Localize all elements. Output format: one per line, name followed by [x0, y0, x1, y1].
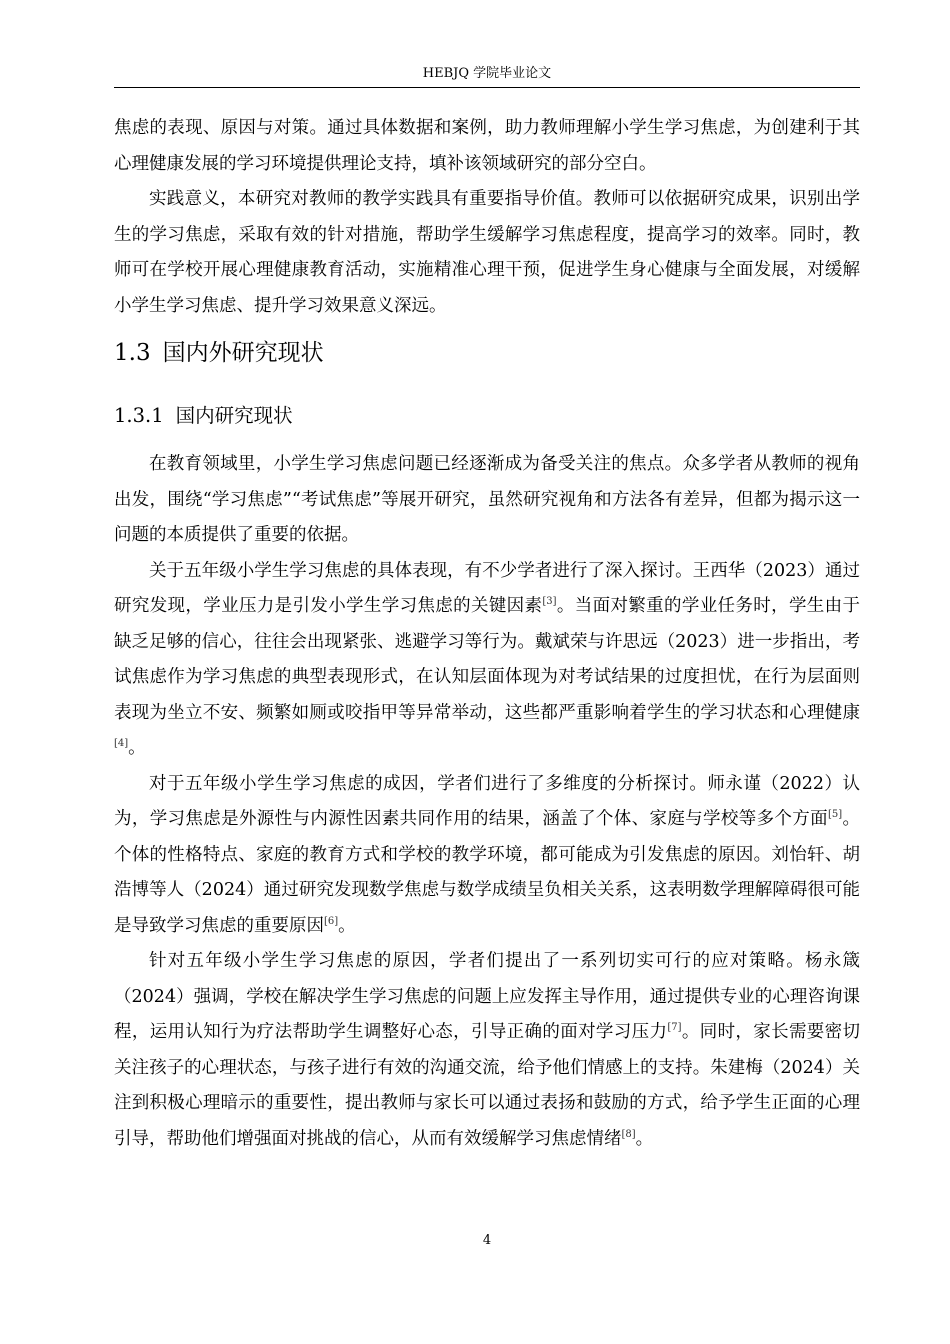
- paragraph-causes: [114, 767, 860, 945]
- citation-ref: [7]: [667, 1022, 682, 1033]
- paragraph-text: 关于五年级小学生学习焦虑的具体表现，有不少学者进行了深入探讨。王西华（2023）通过研究发现，学业压力是引发小学生学习焦虑的关键因素: [114, 560, 860, 616]
- paragraph-text: 。: [128, 738, 146, 758]
- citation-ref: [8]: [621, 1128, 636, 1140]
- page-number: 4: [482, 1233, 492, 1248]
- subsection-number: 1.3.1: [114, 404, 164, 427]
- paragraph-practical-significance: 实践意义，本研究对教师的教学实践具有重要指导价值。教师可以依据研究成果，识别出学生的学习焦虑，采取有效的针对措施，帮助学生缓解学习焦虑程度，提高学习的效率。同时，教师可在学校开展心理健康教育活动，实施精准心理干预，促进学生身心健康与全面发展，对缓解小学生学习焦虑、提升学习效果意义深远。: [114, 189, 860, 316]
- citation-ref: [6]: [324, 915, 339, 927]
- paragraph-overview: 在教育领域里，小学生学习焦虑问题已经逐渐成为备受关注的焦点。众多学者从教师的视角出发，围绕“学习焦虑”“考试焦虑”等展开研究，虽然研究视角和方法各有差异，但都为揭示这一问题的本质提供了重要的依据。: [114, 454, 860, 545]
- paragraph-text: 对于五年级小学生学习焦虑的成因，学者们进行了多维度的分析探讨。师永谨（2022）认为，学习焦虑是外源性与内源性因素共同作用的结果，涵盖了个体、家庭与学校等多个方面: [114, 773, 860, 829]
- paragraph-text: 。: [338, 915, 356, 936]
- section-title: 国内外研究现状: [162, 340, 324, 366]
- page-header: HEBJQ 学院毕业论文: [422, 66, 552, 81]
- paragraph-text: 。当面对繁重的学业任务时，学生由于缺乏足够的信心，往往会出现紧张、逃避学习等行为。戴斌荣与许思远（2023）进一步指出，考试焦虑作为学习焦虑的典型表现形式，在认知层面体现为对考试结果的过度担忧，在行为层面则表现为坐立不安、频繁如厕或咬指甲等异常举动，这些都严重影响着学生的学习状态和心理健康: [114, 596, 861, 723]
- paragraph-text: 。个体的性格特点、家庭的教育方式和学校的教学环境，都可能成为引发焦虑的原因。刘怡轩、胡浩博等人（2024）通过研究发现数学焦虑与数学成绩呈负相关关系，这表明数学理解障碍很可能是导致学习焦虑的重要原因: [114, 809, 861, 936]
- paragraph-continued: 焦虑的表现、原因与对策。通过具体数据和案例，助力教师理解小学生学习焦虑，为创建利于其心理健康发展的学习环境提供理论支持，填补该领域研究的部分空白。: [114, 118, 860, 174]
- subsection-heading: [114, 393, 860, 447]
- citation-ref: [4]: [114, 738, 129, 749]
- section-number: 1.3: [114, 340, 151, 366]
- citation-ref: [3]: [542, 596, 557, 607]
- header-rule: [114, 87, 860, 88]
- paragraph-text: 。: [635, 1128, 654, 1149]
- paragraph-strategies: [114, 944, 860, 1157]
- paragraph-text: 。同时，家长需要密切关注孩子的心理状态，与孩子进行有效的沟通交流，给予他们情感上的支持。朱建梅（2024）关注到积极心理暗示的重要性，提出教师与家长可以通过表扬和鼓励的方式，给予学生正面的心理引导，帮助他们增强面对挑战的信心，从而有效缓解学习焦虑情绪: [114, 1022, 861, 1149]
- section-heading: [114, 324, 860, 393]
- paragraph-text: 针对五年级小学生学习焦虑的原因，学者们提出了一系列切实可行的应对策略。杨永箴（2024）强调，学校在解决学生学习焦虑的问题上应发挥主导作用，通过提供专业的心理咨询课程，运用认知行为疗法帮助学生调整好心态，引导正确的面对学习压力: [114, 951, 860, 1042]
- body-text: [114, 111, 860, 1157]
- subsection-title: 国内研究现状: [175, 404, 293, 427]
- paragraph-manifestations: [114, 554, 860, 767]
- citation-ref: [5]: [827, 809, 843, 820]
